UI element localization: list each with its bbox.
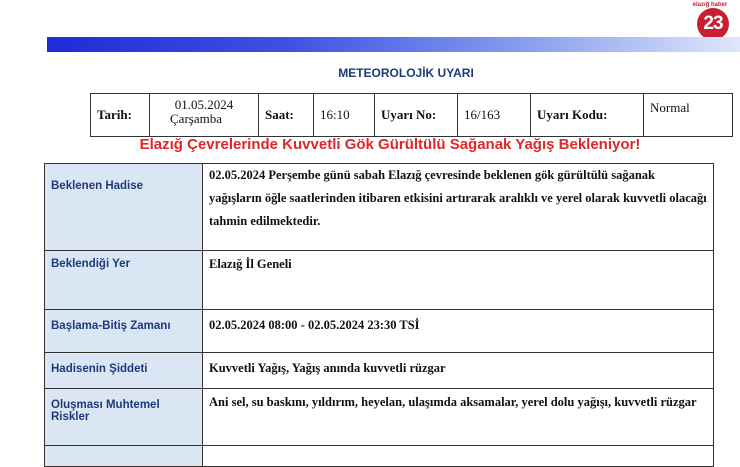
row-value: Elazığ İl Geneli <box>203 251 714 310</box>
table-row <box>45 310 714 353</box>
uyari-no-label: Uyarı No: <box>375 94 458 137</box>
row-value: Ani sel, su baskını, yıldırım, heyelan, ulaşımda aksamalar, yerel dolu yağışı, kuvvetli rüzgar <box>203 389 714 446</box>
saat-value: 16:10 <box>314 94 375 137</box>
tarih-label: Tarih: <box>91 94 150 137</box>
table-row <box>45 164 714 251</box>
row-label: Oluşması Muhtemel Riskler <box>45 389 203 446</box>
row-value: 02.05.2024 08:00 - 02.05.2024 23:30 TSİ <box>203 310 714 353</box>
uyari-kodu-label: Uyarı Kodu: <box>531 94 644 137</box>
brand-logo-badge: 23 <box>697 8 729 40</box>
row-label: Hadisenin Şiddeti <box>45 353 203 389</box>
saat-label: Saat: <box>259 94 314 137</box>
table-row <box>45 446 714 467</box>
row-value <box>203 446 714 467</box>
row-label: Beklendiği Yer <box>45 251 203 310</box>
uyari-no-value: 16/163 <box>458 94 531 137</box>
header-gradient-band <box>47 37 740 52</box>
brand-logo <box>683 2 735 40</box>
row-label: Başlama-Bitiş Zamanı <box>45 310 203 353</box>
row-label <box>45 446 203 467</box>
table-row <box>45 353 714 389</box>
tarih-value <box>150 94 259 137</box>
warning-headline: Elazığ Çevrelerinde Kuvvetli Gök Gürültülü Sağanak Yağış Bekleniyor! <box>139 136 641 153</box>
row-value: 02.05.2024 Perşembe günü sabah Elazığ çevresinde beklenen gök gürültülü sağanak yağışların öğle saatlerinden itibaren etkisini artırarak aralıklı ve yerel olarak kuvvetli olacağı tahmin edilmektedir. <box>203 164 714 251</box>
table-row <box>45 389 714 446</box>
document-title: METEOROLOJİK UYARI <box>338 66 474 80</box>
brand-logo-text: elazığ haber <box>692 2 728 8</box>
warning-meta-table <box>90 93 733 137</box>
uyari-kodu-value: Normal <box>644 94 733 137</box>
row-value: Kuvvetli Yağış, Yağış anında kuvvetli rüzgar <box>203 353 714 389</box>
tarih-date: 01.05.2024 <box>174 97 234 112</box>
tarih-day: Çarşamba <box>170 111 222 126</box>
table-row <box>45 251 714 310</box>
row-label: Beklenen Hadise <box>45 164 203 251</box>
warning-details-table <box>44 163 714 467</box>
